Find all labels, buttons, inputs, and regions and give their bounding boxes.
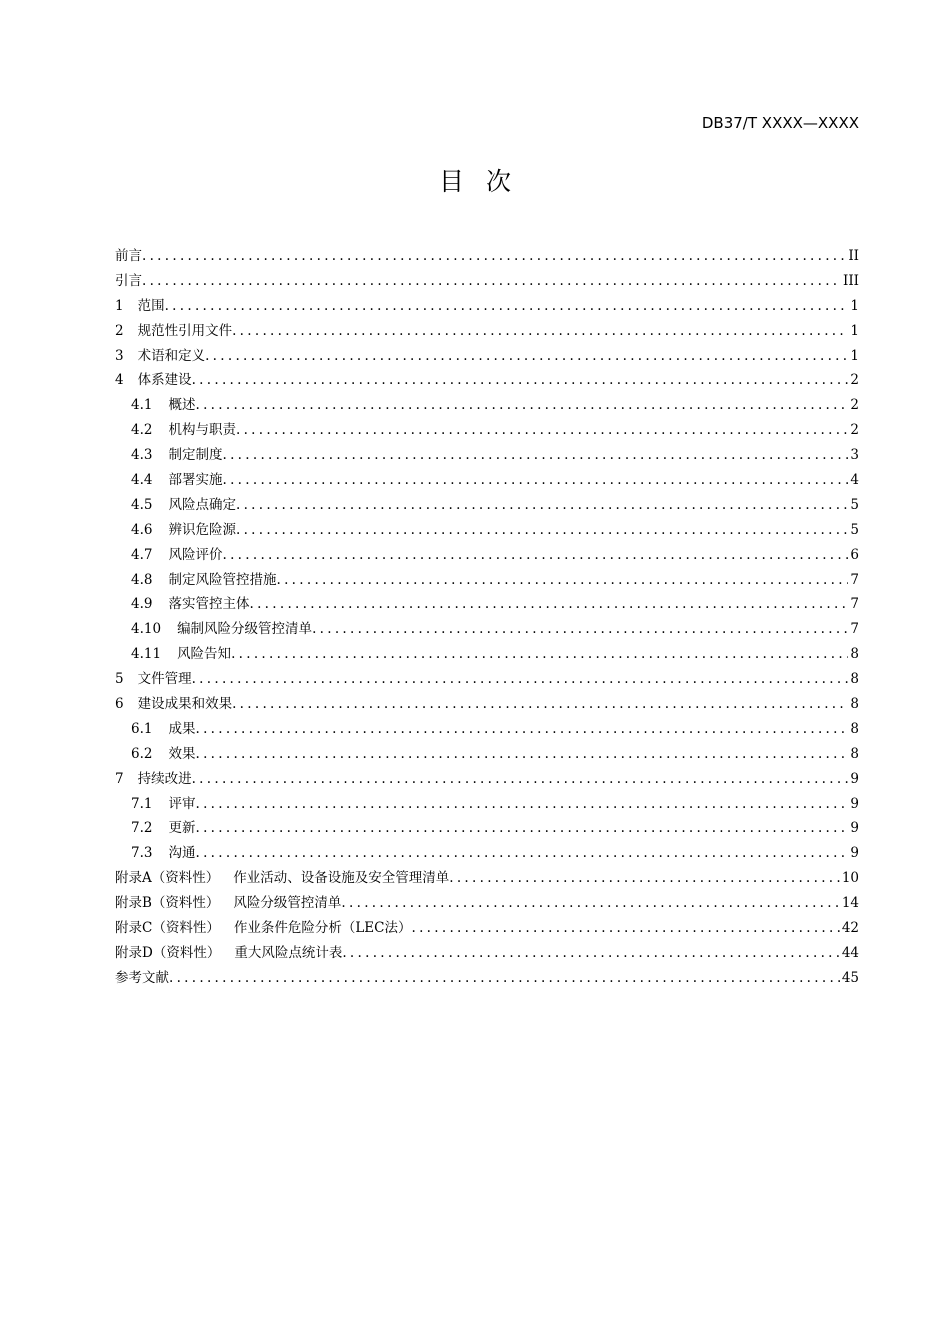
- leader-dots: [231, 642, 848, 667]
- toc-entry-label: 制定风险管控措施: [168, 571, 277, 588]
- toc-entry-page: 7: [850, 621, 859, 638]
- toc-entry-page: 1: [850, 322, 859, 339]
- toc-entry-page: 5: [850, 496, 859, 513]
- toc-entry-page: 5: [850, 521, 859, 538]
- toc-entry-number: 4.4: [131, 472, 153, 489]
- toc-entry[interactable]: [115, 941, 859, 966]
- leader-dots: [142, 244, 846, 269]
- toc-entry-label: 制定制度: [168, 447, 223, 464]
- toc-entry[interactable]: [115, 468, 859, 493]
- toc-entry-label: 辨识危险源: [168, 521, 236, 538]
- toc-entry-number: 3: [115, 347, 124, 364]
- toc-entry-label: 参考文献: [115, 969, 169, 986]
- leader-dots: [449, 866, 840, 891]
- toc-entry-label: 风险点确定: [168, 496, 236, 513]
- toc-entry-label: 落实管控主体: [168, 596, 250, 613]
- toc-entry-number: 1: [115, 297, 124, 314]
- toc-entry-number: 附录D（资料性）: [115, 944, 221, 961]
- toc-entry[interactable]: [115, 916, 859, 941]
- toc-entry-label: 重大风险点统计表: [234, 944, 343, 961]
- toc-entry-label: 概述: [168, 397, 196, 414]
- toc-entry-number: 4: [115, 372, 124, 389]
- toc-entry-page: 8: [850, 671, 859, 688]
- toc-entry[interactable]: [115, 792, 859, 817]
- toc-entry-page: 2: [850, 397, 859, 414]
- toc-entry-page: 8: [850, 646, 859, 663]
- toc-entry-number: 6.1: [131, 720, 153, 737]
- leader-dots: [205, 344, 848, 369]
- leader-dots: [222, 543, 848, 568]
- leader-dots: [195, 841, 848, 866]
- leader-dots: [195, 792, 848, 817]
- toc-entry-page: III: [843, 272, 859, 289]
- leader-dots: [192, 767, 849, 792]
- toc-entry[interactable]: [115, 642, 859, 667]
- toc-entry-label: 持续改进: [137, 770, 192, 787]
- toc-entry-page: 7: [850, 571, 859, 588]
- toc-entry[interactable]: [115, 841, 859, 866]
- toc-entry[interactable]: [115, 866, 859, 891]
- toc-entry-number: 4.1: [131, 397, 153, 414]
- toc-entry-page: 9: [850, 795, 859, 812]
- leader-dots: [249, 592, 848, 617]
- toc-entry-number: 4.5: [131, 496, 153, 513]
- toc-entry[interactable]: [115, 742, 859, 767]
- toc-entry[interactable]: [115, 368, 859, 393]
- toc-entry-label: 前言: [115, 248, 142, 264]
- toc-entry-page: 42: [841, 920, 859, 937]
- toc-entry-number: 4.11: [131, 646, 162, 663]
- toc-entry[interactable]: [115, 518, 859, 543]
- toc-entry-label: 成果: [168, 720, 196, 737]
- toc-entry-number: 4.6: [131, 521, 153, 538]
- toc-entry-page: 8: [850, 745, 859, 762]
- page-title: 目次: [438, 167, 533, 196]
- toc-entry-label: 术语和定义: [137, 347, 206, 364]
- toc-entry[interactable]: [115, 767, 859, 792]
- toc-entry[interactable]: [115, 667, 859, 692]
- toc-entry-number: 附录A（资料性）: [115, 870, 220, 887]
- toc-entry[interactable]: [115, 393, 859, 418]
- leader-dots: [169, 966, 840, 991]
- leader-dots: [195, 393, 848, 418]
- toc-entry-page: 7: [850, 596, 859, 613]
- toc-entry-page: 2: [850, 422, 859, 439]
- leader-dots: [412, 916, 840, 941]
- toc-entry-number: 4.9: [131, 596, 153, 613]
- toc-entry-page: 45: [841, 969, 859, 986]
- leader-dots: [236, 493, 848, 518]
- toc-entry-label: 效果: [168, 745, 196, 762]
- toc-entry[interactable]: [115, 592, 859, 617]
- toc-entry-number: 7: [115, 770, 124, 787]
- leader-dots: [192, 667, 849, 692]
- toc-entry-label: 文件管理: [137, 671, 192, 688]
- toc-entry[interactable]: [115, 966, 859, 991]
- toc-entry-label: 部署实施: [168, 472, 223, 489]
- leader-dots: [236, 518, 848, 543]
- toc-entry-number: 2: [115, 322, 124, 339]
- toc-entry[interactable]: [115, 493, 859, 518]
- toc-entry-page: 3: [850, 447, 859, 464]
- toc-entry-number: 6: [115, 696, 124, 713]
- document-code: DB37/T XXXX—XXXX: [701, 114, 859, 132]
- toc-entry-number: 4.2: [131, 422, 153, 439]
- toc-entry-page: 1: [850, 297, 859, 314]
- toc-entry-label: 作业条件危险分析（LEC法）: [233, 920, 412, 937]
- leader-dots: [195, 742, 848, 767]
- toc-entry-page: 14: [841, 895, 859, 912]
- leader-dots: [342, 941, 839, 966]
- toc-entry-label: 沟通: [168, 845, 196, 862]
- toc-entry-page: 9: [850, 845, 859, 862]
- toc-entry-page: 10: [841, 870, 859, 887]
- toc-entry[interactable]: [115, 269, 859, 294]
- toc-entry-number: 4.7: [131, 546, 153, 563]
- leader-dots: [232, 319, 848, 344]
- toc-entry-label: 风险告知: [177, 646, 232, 663]
- toc-entry[interactable]: [115, 568, 859, 593]
- table-of-contents: [115, 244, 859, 991]
- leader-dots: [222, 468, 848, 493]
- toc-entry[interactable]: [115, 244, 859, 269]
- toc-entry-page: 8: [850, 696, 859, 713]
- toc-entry-label: 机构与职责: [168, 422, 236, 439]
- toc-entry-label: 评审: [168, 795, 196, 812]
- toc-entry-page: 9: [850, 770, 859, 787]
- toc-entry-number: 7.2: [131, 820, 153, 837]
- toc-entry-number: 4.8: [131, 571, 153, 588]
- toc-entry[interactable]: [115, 891, 859, 916]
- toc-entry-label: 引言: [115, 272, 142, 289]
- toc-entry-label: 体系建设: [137, 372, 192, 389]
- toc-entry-label: 建设成果和效果: [137, 696, 233, 713]
- toc-entry-page: II: [848, 248, 859, 264]
- toc-entry[interactable]: [115, 294, 859, 319]
- leader-dots: [236, 418, 848, 443]
- toc-entry-number: 附录C（资料性）: [115, 920, 220, 937]
- toc-entry-page: 4: [850, 472, 859, 489]
- leader-dots: [195, 717, 848, 742]
- toc-entry-number: 7.1: [131, 795, 153, 812]
- toc-entry-number: 6.2: [131, 745, 153, 762]
- toc-entry[interactable]: [115, 816, 859, 841]
- toc-entry-number: 4.10: [131, 621, 162, 638]
- leader-dots: [222, 443, 848, 468]
- toc-entry-page: 44: [841, 944, 859, 961]
- toc-entry-page: 6: [850, 546, 859, 563]
- toc-entry-label: 更新: [168, 820, 196, 837]
- toc-entry-label: 风险分级管控清单: [233, 895, 342, 912]
- toc-entry[interactable]: [115, 543, 859, 568]
- toc-entry-page: 1: [850, 347, 859, 364]
- leader-dots: [232, 692, 848, 717]
- leader-dots: [195, 816, 848, 841]
- toc-entry-page: 2: [850, 372, 859, 389]
- leader-dots: [312, 617, 848, 642]
- toc-entry[interactable]: [115, 617, 859, 642]
- toc-entry[interactable]: [115, 443, 859, 468]
- toc-entry-label: 规范性引用文件: [137, 322, 233, 339]
- leader-dots: [192, 368, 849, 393]
- toc-entry-number: 附录B（资料性）: [115, 895, 220, 912]
- toc-entry[interactable]: [115, 692, 859, 717]
- toc-entry-number: 7.3: [131, 845, 153, 862]
- leader-dots: [165, 294, 849, 319]
- toc-entry-label: 风险评价: [168, 546, 223, 563]
- toc-entry[interactable]: [115, 344, 859, 369]
- toc-entry-label: 范围: [137, 297, 165, 314]
- toc-entry-label: 编制风险分级管控清单: [177, 621, 313, 638]
- leader-dots: [276, 568, 848, 593]
- toc-entry[interactable]: [115, 319, 859, 344]
- toc-entry-label: 作业活动、设备设施及安全管理清单: [233, 870, 450, 887]
- toc-entry[interactable]: [115, 717, 859, 742]
- toc-entry[interactable]: [115, 418, 859, 443]
- leader-dots: [142, 269, 841, 294]
- leader-dots: [341, 891, 839, 916]
- toc-entry-page: 8: [850, 720, 859, 737]
- toc-entry-page: 9: [850, 820, 859, 837]
- toc-entry-number: 4.3: [131, 447, 153, 464]
- toc-entry-number: 5: [115, 671, 124, 688]
